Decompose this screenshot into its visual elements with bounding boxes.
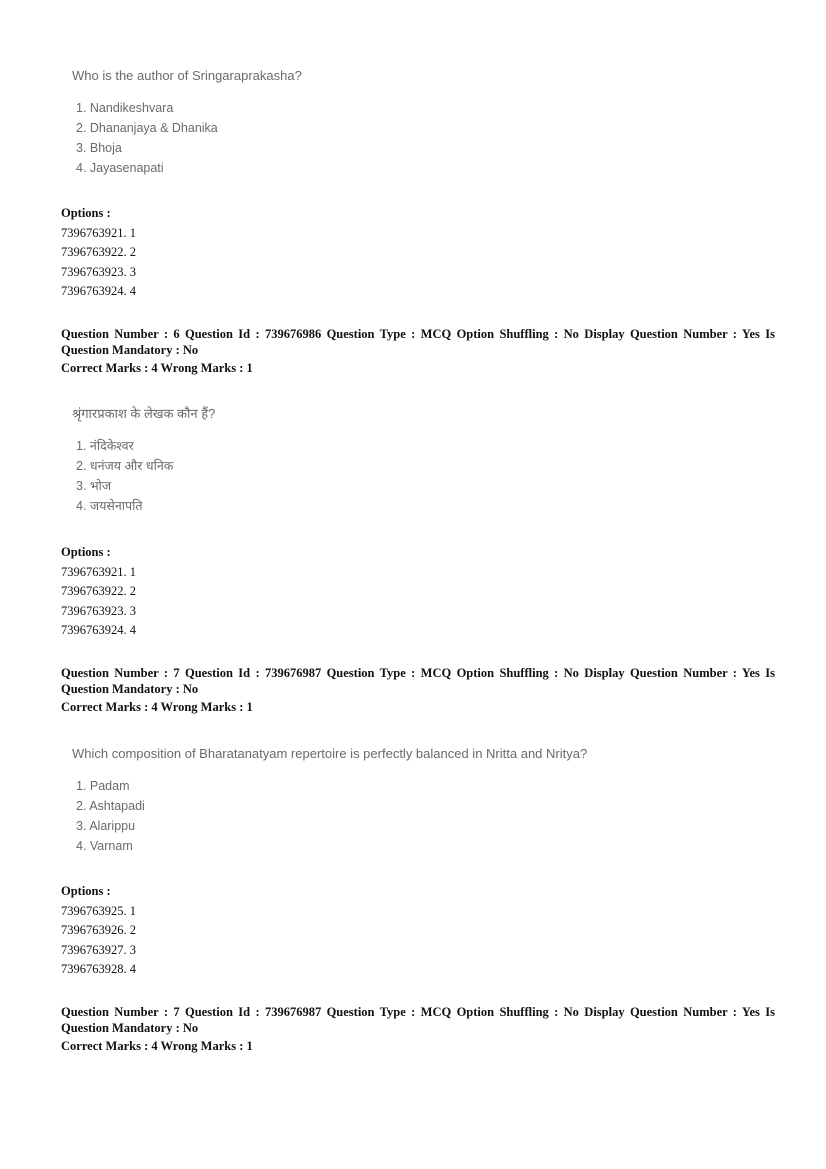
options-label: Options : — [61, 545, 111, 559]
choice-item: 4. Jayasenapati — [76, 161, 164, 175]
option-id: 7396763921. 1 — [61, 225, 136, 240]
choice-item: 2. Ashtapadi — [76, 799, 145, 813]
meta-line: Question Mandatory : No — [61, 682, 199, 696]
option-id: 7396763923. 3 — [61, 603, 136, 618]
question-meta — [61, 1004, 775, 1054]
option-id: 7396763922. 2 — [61, 245, 136, 259]
choice-item: 4. Varnam — [76, 839, 133, 853]
question-meta — [61, 665, 775, 715]
option-id: 7396763924. 4 — [61, 623, 136, 637]
choice-list — [72, 436, 215, 516]
options-label: Options : — [61, 884, 111, 898]
choice-item: 1. Nandikeshvara — [76, 101, 174, 115]
meta-line: Question Number : 7 Question Id : 739676987 Question Type : MCQ Option Shuffling : No Display Question Number : Yes Is — [61, 1005, 775, 1019]
question-image — [72, 746, 587, 856]
choice-item: 3. Alarippu — [76, 819, 136, 833]
options-label: Options : — [61, 206, 111, 220]
question-text: श्रृंगारप्रकाश के लेखक कौन हैं? — [72, 406, 216, 421]
choice-list — [72, 98, 302, 178]
question-meta — [61, 326, 775, 376]
choice-item: 4. जयसेनापति — [76, 499, 143, 513]
question-image — [72, 68, 302, 178]
marks-line: Correct Marks : 4 Wrong Marks : 1 — [61, 700, 253, 714]
question-image — [72, 406, 215, 516]
option-id: 7396763923. 3 — [61, 264, 136, 279]
meta-line: Question Mandatory : No — [61, 343, 199, 357]
option-id: 7396763927. 3 — [61, 942, 136, 957]
marks-line: Correct Marks : 4 Wrong Marks : 1 — [61, 1039, 253, 1053]
meta-line: Question Number : 6 Question Id : 739676986 Question Type : MCQ Option Shuffling : No Display Question Number : Yes Is — [61, 327, 775, 341]
options-section — [61, 882, 136, 980]
choice-item: 1. नंदिकेश्वर — [76, 439, 134, 453]
option-id: 7396763925. 1 — [61, 903, 136, 918]
option-id: 7396763922. 2 — [61, 584, 136, 598]
option-id: 7396763921. 1 — [61, 564, 136, 579]
marks-line: Correct Marks : 4 Wrong Marks : 1 — [61, 361, 253, 375]
option-id: 7396763924. 4 — [61, 284, 136, 298]
meta-line: Question Mandatory : No — [61, 1021, 199, 1035]
choice-item: 2. धनंजय और धनिक — [76, 459, 174, 473]
option-id: 7396763928. 4 — [61, 962, 136, 976]
option-id: 7396763926. 2 — [61, 923, 136, 937]
question-text: Who is the author of Sringaraprakasha? — [72, 68, 302, 83]
question-text: Which composition of Bharatanatyam repertoire is perfectly balanced in Nritta and Nritya? — [72, 746, 588, 761]
choice-item: 3. Bhoja — [76, 141, 122, 155]
choice-item: 2. Dhananjaya & Dhanika — [76, 121, 218, 135]
meta-line: Question Number : 7 Question Id : 739676987 Question Type : MCQ Option Shuffling : No Display Question Number : Yes Is — [61, 666, 775, 680]
options-section — [61, 543, 136, 641]
choice-item: 1. Padam — [76, 779, 130, 793]
choice-item: 3. भोज — [76, 479, 112, 493]
choice-list — [72, 776, 587, 856]
options-section — [61, 204, 136, 302]
